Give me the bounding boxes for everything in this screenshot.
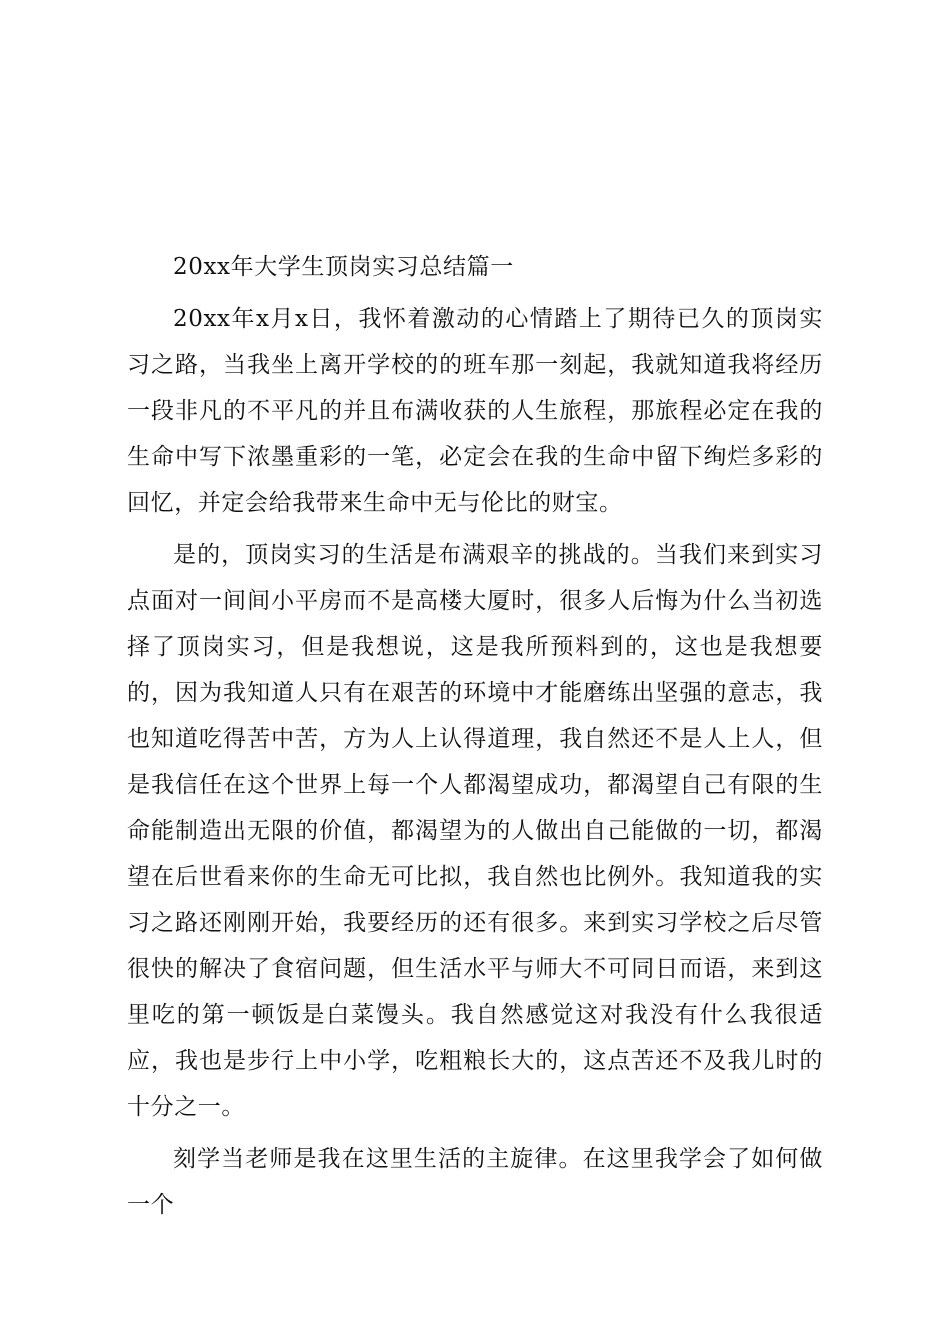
document-title: 20xx年大学生顶岗实习总结篇一 <box>173 254 514 280</box>
paragraph-2: 是的，顶岗实习的生活是布满艰辛的挑战的。当我们来到实习点面对一间间小平房而不是高楼大厦时，很多人后悔为什么当初选择了顶岗实习，但是我想说，这是我所预料到的，这也是我想要的，因为我知道人只有在艰苦的环境中才能磨练出坚强的意志，我也知道吃得苦中苦，方为人上认得道理，我自然还不是人上人，但是我信任在这个世界上每一个人都渴望成功，都渴望自己有限的生命能制造出无限的价值，都渴望为的人做出自己能做的一切，都渴望在后世看来你的生命无可比拟，我自然也比例外。我知道我的实习之路还刚刚开始，我要经历的还有很多。来到实习学校之后尽管很快的解决了食宿问题，但生活水平与师大不可同日而语，来到这里吃的第一顿饭是白菜馒头。我自然感觉这对我没有什么我很适应，我也是步行上中小学，吃粗粮长大的，这点苦还不及我儿时的十分之一。 <box>127 542 823 1120</box>
paragraph-3: 刻学当老师是我在这里生活的主旋律。在这里我学会了如何做一个 <box>127 1146 823 1218</box>
paragraph-1: 20xx年x月x日，我怀着激动的心情踏上了期待已久的顶岗实习之路，当我坐上离开学校的的班车那一刻起，我就知道我将经历一段非凡的不平凡的并且布满收获的人生旅程，那旅程必定在我的生命中写下浓墨重彩的一笔，必定会在我的生命中留下绚烂多彩的回忆，并定会给我带来生命中无与伦比的财宝。 <box>127 306 823 516</box>
document-body <box>127 244 823 1234</box>
